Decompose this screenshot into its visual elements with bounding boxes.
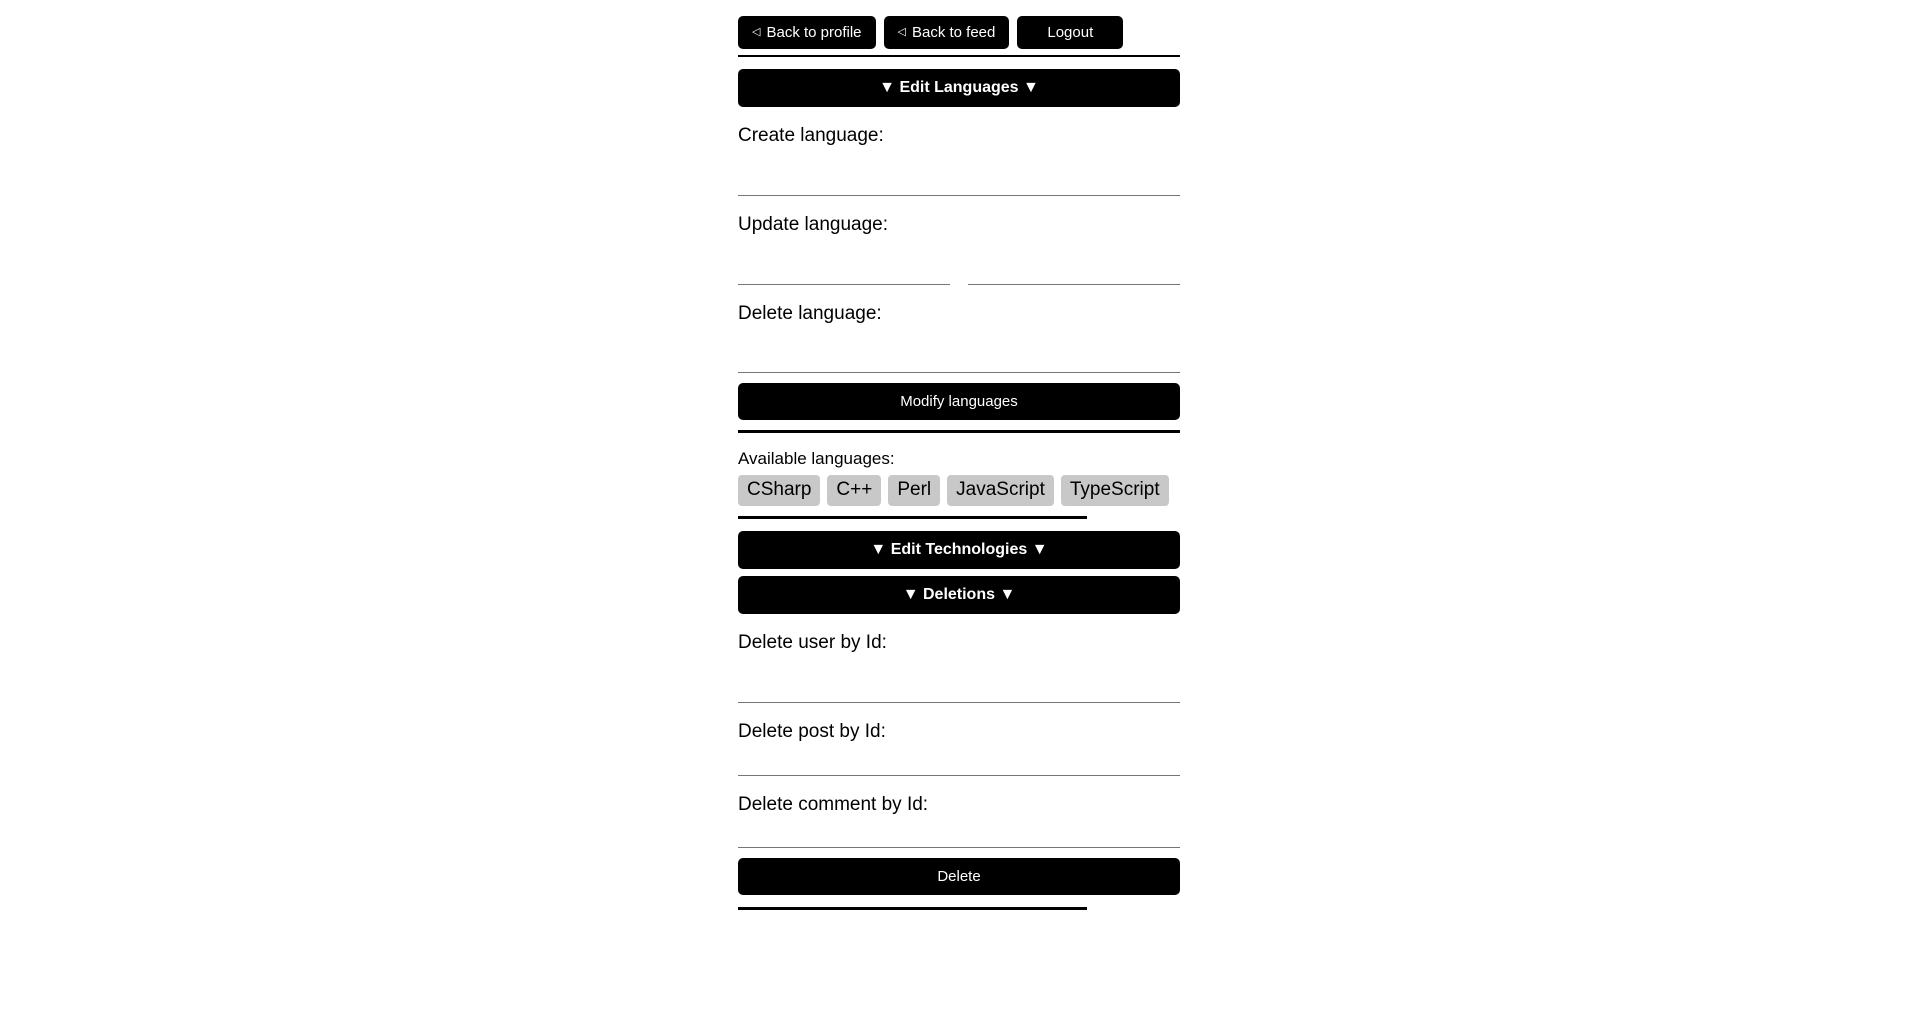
create-language-label: Create language:: [738, 125, 884, 146]
delete-comment-label: Delete comment by Id:: [738, 793, 929, 815]
available-languages-label: Available languages:: [738, 449, 895, 469]
back-arrow-icon: ◁: [752, 26, 761, 38]
back-to-feed-label: Back to feed: [911, 24, 996, 41]
back-arrow-icon: ◁: [897, 26, 906, 38]
section-edit-languages[interactable]: ▼ Edit Languages ▼: [738, 69, 1180, 107]
update-language-row: [738, 239, 1180, 285]
delete-comment-input[interactable]: [738, 818, 1180, 848]
nav-divider: [738, 55, 1180, 57]
modify-languages-divider: [738, 430, 1180, 433]
delete-button[interactable]: Delete: [738, 858, 1180, 895]
logout-button[interactable]: [1017, 16, 1123, 49]
delete-language-input[interactable]: [738, 327, 1180, 373]
update-language-old-input[interactable]: [738, 239, 950, 285]
language-chip[interactable]: TypeScript: [1061, 475, 1169, 506]
delete-user-label: Delete user by Id:: [738, 632, 887, 654]
update-language-label: Update language:: [738, 213, 889, 235]
available-languages-list: [738, 475, 1180, 506]
section-edit-technologies[interactable]: ▼ Edit Technologies ▼: [738, 531, 1180, 569]
update-language-new-input[interactable]: [968, 239, 1180, 285]
deletions-section-divider: [738, 907, 1087, 910]
language-chip[interactable]: CSharp: [738, 475, 820, 506]
back-to-profile-button[interactable]: [738, 16, 876, 49]
language-chip[interactable]: JavaScript: [947, 475, 1054, 506]
top-nav: [738, 0, 1180, 49]
languages-section-divider: [738, 516, 1087, 519]
delete-language-label: Delete language:: [738, 302, 882, 324]
language-chip[interactable]: C++: [827, 475, 881, 506]
back-to-profile-label: Back to profile: [766, 24, 862, 41]
section-deletions[interactable]: ▼ Deletions ▼: [738, 576, 1180, 614]
create-language-input[interactable]: [738, 150, 1180, 196]
delete-user-input[interactable]: [738, 657, 1180, 703]
logout-label: Logout: [1047, 24, 1094, 41]
language-chip[interactable]: Perl: [888, 475, 940, 506]
back-to-feed-button[interactable]: [884, 16, 1010, 49]
delete-post-input[interactable]: [738, 746, 1180, 776]
modify-languages-button[interactable]: Modify languages: [738, 383, 1180, 420]
delete-post-label: Delete post by Id:: [738, 720, 886, 742]
main-column: [738, 0, 1180, 910]
